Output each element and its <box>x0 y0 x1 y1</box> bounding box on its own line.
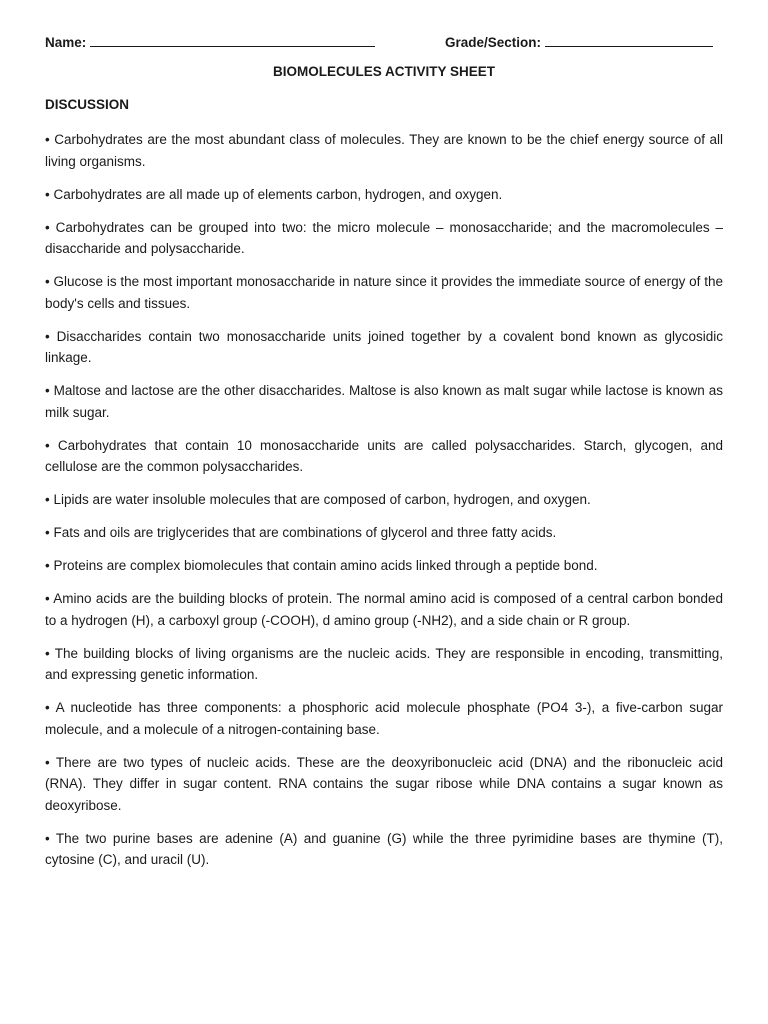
bullet-item: • The two purine bases are adenine (A) and guanine (G) while the three pyrimidine bases are thymine (T), cytosine (C), and uracil (U). <box>45 830 723 867</box>
bullet-item: • Carbohydrates that contain 10 monosaccharide units are called polysaccharides. Starch, glycogen, and cellulose are the common polysaccharides. <box>45 437 723 474</box>
name-label: Name: <box>45 35 87 50</box>
bullet-item: • Carbohydrates can be grouped into two: the micro molecule – monosaccharide; and the macromolecules – disaccharide and polysaccharide. <box>45 219 723 256</box>
bullet-item: • The building blocks of living organisms are the nucleic acids. They are responsible in encoding, transmitting, and expressing genetic information. <box>45 645 723 682</box>
sheet-title: BIOMOLECULES ACTIVITY SHEET <box>272 64 496 79</box>
grade-section-field <box>445 34 713 50</box>
bullet-item: • Amino acids are the building blocks of protein. The normal amino acid is composed of a central carbon bonded to a hydrogen (H), a carboxyl group (-COOH), d amino group (-NH2), and a side chain or R group. <box>45 591 723 628</box>
bullet-item: • Glucose is the most important monosaccharide in nature since it provides the immediate source of energy of the body's cells and tissues. <box>45 274 723 311</box>
bullet-item: • Maltose and lactose are the other disaccharides. Maltose is also known as malt sugar while lactose is known as milk sugar. <box>45 383 723 420</box>
bullet-item: • Proteins are complex biomolecules that contain amino acids linked through a peptide bond. <box>45 558 598 573</box>
bullet-item: • Carbohydrates are the most abundant class of molecules. They are known to be the chief energy source of all living organisms. <box>45 132 723 169</box>
header-row <box>45 34 723 52</box>
name-field <box>45 34 375 50</box>
bullet-item: • There are two types of nucleic acids. These are the deoxyribonucleic acid (DNA) and the ribonucleic acid (RNA). They differ in sugar content. RNA contains the sugar ribose while DNA contains a sugar known as deoxyribose. <box>45 754 723 813</box>
bullet-item: • A nucleotide has three components: a phosphoric acid molecule phosphate (PO4 3-), a five-carbon sugar molecule, and a molecule of a nitrogen-containing base. <box>45 700 723 737</box>
discussion-bullet-list <box>45 129 723 882</box>
grade-section-blank-line[interactable] <box>545 34 713 47</box>
bullet-item: • Fats and oils are triglycerides that are combinations of glycerol and three fatty acids. <box>45 525 557 540</box>
grade-section-label: Grade/Section: <box>445 35 542 50</box>
name-blank-line[interactable] <box>90 34 375 47</box>
bullet-item: • Disaccharides contain two monosaccharide units joined together by a covalent bond known as glycosidic linkage. <box>45 328 723 365</box>
bullet-item: • Carbohydrates are all made up of elements carbon, hydrogen, and oxygen. <box>45 186 503 202</box>
discussion-heading: DISCUSSION <box>45 97 130 112</box>
bullet-item: • Lipids are water insoluble molecules that are composed of carbon, hydrogen, and oxygen. <box>45 492 591 507</box>
